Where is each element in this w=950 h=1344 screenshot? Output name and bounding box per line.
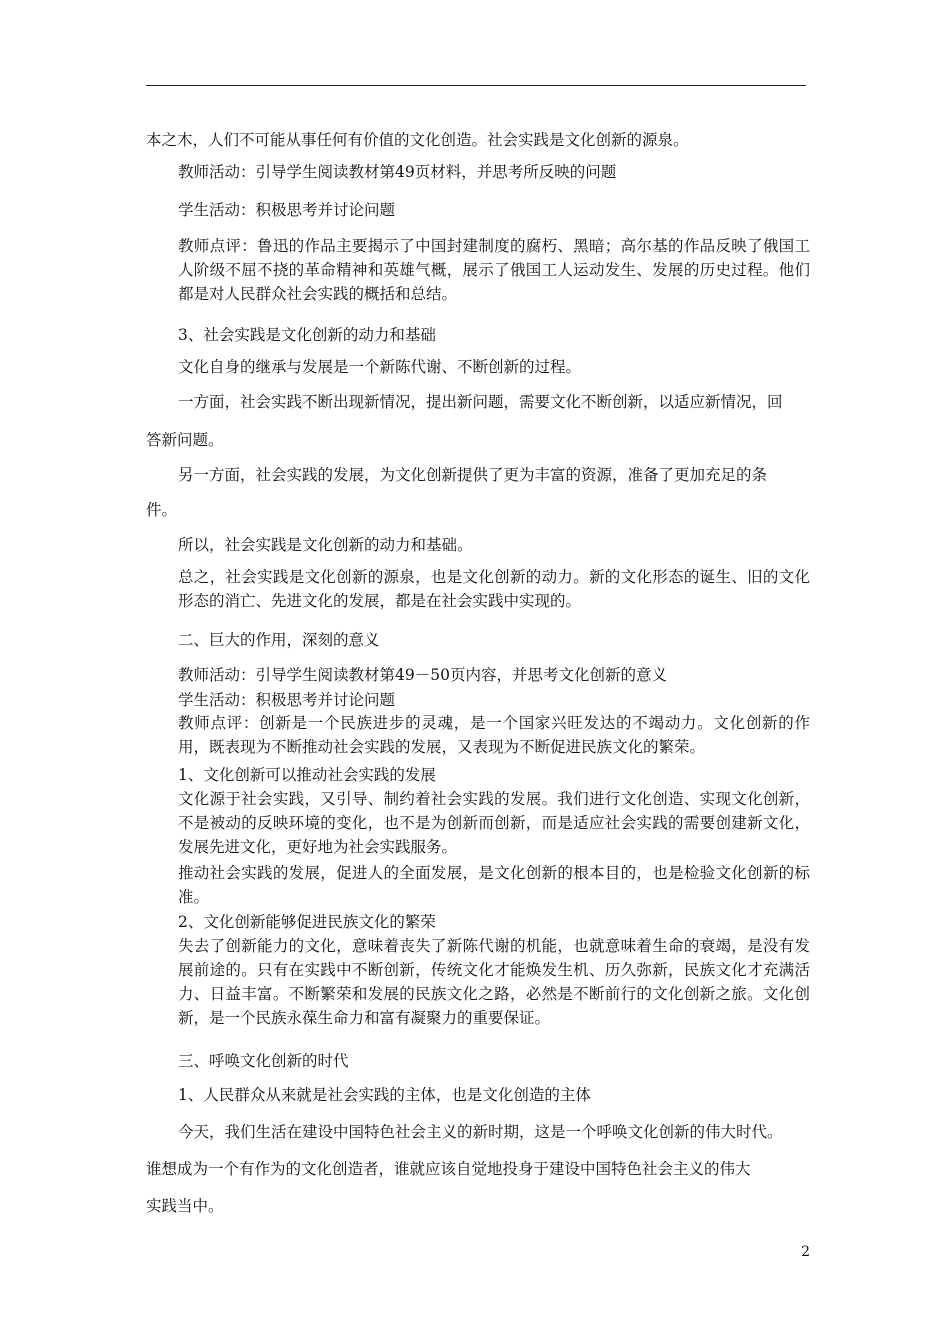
paragraph-culture-origin: 文化源于社会实践，又引导、制约着社会实践的发展。我们进行文化创造、实现文化创新，不是被动的反映环境的变化，也不是为创新而创新，而是适应社会实践的需要创建新文化，发展先进文化，更好地为社会实践服务。 [178, 790, 810, 856]
heading-item-1: 1、文化创新可以推动社会实践的发展 [178, 766, 436, 784]
heading-part-3: 三、呼唤文化创新的时代 [178, 1052, 349, 1070]
paragraph-therefore: 所以，社会实践是文化创新的动力和基础。 [178, 536, 473, 554]
teacher-comment-1: 教师点评：鲁迅的作品主要揭示了中国封建制度的腐朽、黑暗；高尔基的作品反映了俄国工人阶级不屈不挠的革命精神和英雄气概，展示了俄国工人运动发生、发展的历史过程。他们都是对人民群众社会实践的概括和总结。 [178, 237, 810, 303]
teacher-comment-2: 教师点评：创新是一个民族进步的灵魂，是一个国家兴旺发达的不竭动力。文化创新的作用，既表现为不断推动社会实践的发展，又表现为不断促进民族文化的繁荣。 [178, 714, 810, 756]
header-rule [146, 85, 806, 86]
paragraph-in-summary: 总之，社会实践是文化创新的源泉，也是文化创新的动力。新的文化形态的诞生、旧的文化形态的消亡、先进文化的发展，都是在社会实践中实现的。 [178, 568, 810, 610]
paragraph-on-other-hand: 另一方面，社会实践的发展，为文化创新提供了更为丰富的资源，准备了更加充足的条 [178, 466, 768, 484]
paragraph-today-cont-1: 谁想成为一个有作为的文化创造者，谁就应该自觉地投身于建设中国特色社会主义的伟大 [146, 1160, 751, 1178]
paragraph-promote-practice: 推动社会实践的发展，促进人的全面发展，是文化创新的根本目的，也是检验文化创新的标准。 [178, 864, 810, 906]
heading-part-3-item-1: 1、人民群众从来就是社会实践的主体，也是文化创造的主体 [178, 1086, 591, 1104]
student-activity-1: 学生活动：积极思考并讨论问题 [178, 201, 396, 219]
heading-item-2: 2、文化创新能够促进民族文化的繁荣 [178, 913, 436, 931]
paragraph-today-cont-2: 实践当中。 [146, 1197, 224, 1215]
heading-section-3: 3、社会实践是文化创新的动力和基础 [178, 326, 436, 344]
heading-part-2: 二、巨大的作用，深刻的意义 [178, 631, 380, 649]
teacher-activity-1: 教师活动：引导学生阅读教材第49页材料，并思考所反映的问题 [178, 163, 617, 181]
paragraph-innovation-ability: 失去了创新能力的文化，意味着丧失了新陈代谢的机能，也就意味着生命的衰竭，是没有发展前途的。只有在实践中不断创新，传统文化才能焕发生机、历久弥新，民族文化才充满活力、日益丰富。不断繁荣和发展的民族文化之路，必然是不断前行的文化创新之旅。文化创新，是一个民族永葆生命力和富有凝聚力的重要保证。 [178, 937, 810, 1027]
student-activity-2: 学生活动：积极思考并讨论问题 [178, 691, 396, 709]
paragraph-on-one-hand-cont: 答新问题。 [146, 431, 224, 449]
page-number: 2 [801, 1244, 810, 1260]
teacher-activity-2: 教师活动：引导学生阅读教材第49－50页内容，并思考文化创新的意义 [178, 666, 667, 684]
paragraph-today: 今天，我们生活在建设中国特色社会主义的新时期，这是一个呼唤文化创新的伟大时代。 [178, 1123, 783, 1141]
paragraph-inheritance: 文化自身的继承与发展是一个新陈代谢、不断创新的过程。 [178, 358, 582, 376]
paragraph-on-other-hand-cont: 件。 [146, 501, 178, 519]
paragraph-1: 本之木，人们不可能从事任何有价值的文化创造。社会实践是文化创新的源泉。 [146, 131, 689, 149]
paragraph-on-one-hand: 一方面，社会实践不断出现新情况，提出新问题，需要文化不断创新，以适应新情况，回 [178, 393, 783, 411]
